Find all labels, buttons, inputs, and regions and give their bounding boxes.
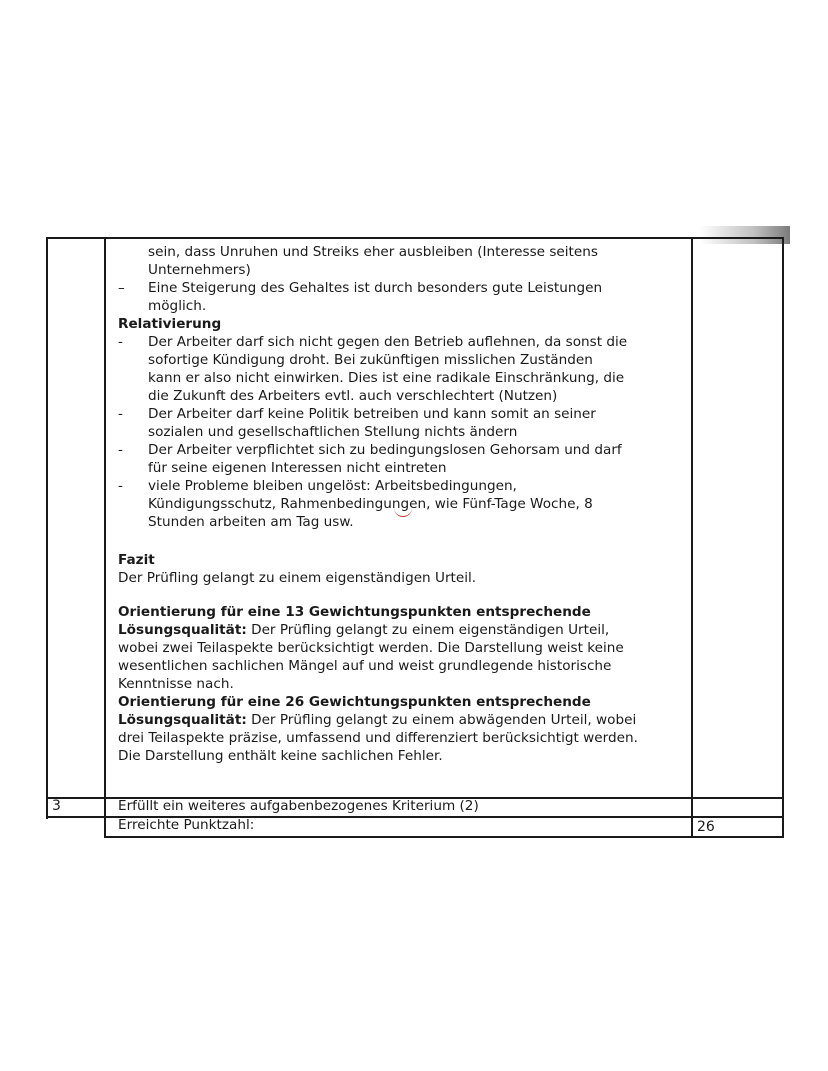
column-divider-2 — [691, 237, 693, 837]
text-line: Unternehmers) — [148, 262, 251, 278]
table-bottom-border — [104, 836, 784, 838]
text-line: Stunden arbeiten am Tag usw. — [148, 514, 354, 530]
text-line: Der Arbeiter verpflichtet sich zu bedingungslosen Gehorsam und darf — [148, 442, 622, 458]
text-line: kann er also nicht einwirken. Dies ist eine radikale Einschränkung, die — [148, 370, 625, 386]
total-label: Erreichte Punktzahl: — [118, 817, 255, 833]
bullet-dash: - — [118, 406, 123, 422]
text-line: Kenntnisse nach. — [118, 676, 234, 692]
text-line: Eine Steigerung des Gehaltes ist durch besonders gute Leistungen — [148, 280, 603, 296]
criteria-cell — [118, 243, 688, 765]
list-item — [118, 405, 688, 441]
text-line: Kündigungsschutz, Rahmenbedingungen, wie Fünf-Tage Woche, 8 — [148, 496, 593, 512]
bullet-dash: - — [118, 442, 123, 458]
text-line: sein, dass Unruhen und Streiks eher ausbleiben (Interesse seitens — [148, 244, 598, 260]
text-line: möglich. — [148, 298, 207, 314]
bullet-dash: - — [118, 334, 123, 350]
text-line: wobei zwei Teilaspekte berücksichtigt werden. Die Darstellung weist keine — [118, 640, 624, 656]
text-line: sozialen und gesellschaftlichen Stellung nichts ändern — [148, 424, 518, 440]
list-item — [118, 441, 688, 477]
fazit-text: Der Prüfling gelangt zu einem eigenständigen Urteil. — [118, 570, 477, 586]
quality-label: Lösungsqualität: — [118, 622, 247, 638]
text-line: wesentlichen sachlichen Mängel auf und weist grundlegende historische — [118, 658, 612, 674]
list-item — [118, 477, 688, 531]
text-line: drei Teilaspekte präzise, umfassend und differenziert berücksichtigt werden. — [118, 730, 638, 746]
orientation-13-heading: Orientierung für eine 13 Gewichtungspunkten entsprechende — [118, 604, 591, 620]
orientation-13-text — [118, 621, 688, 693]
right-border — [782, 237, 784, 837]
text-line: Der Arbeiter darf sich nicht gegen den Betrieb auflehnen, da sonst die — [148, 334, 628, 350]
text-line: Der Prüfling gelangt zu einem eigenständigen Urteil, — [246, 622, 610, 638]
table-top-border — [46, 237, 784, 239]
row-number: 3 — [52, 798, 61, 814]
bullet-dash: – — [118, 280, 125, 296]
spacer — [118, 587, 688, 603]
list-item — [118, 279, 688, 315]
total-value: 26 — [697, 819, 715, 835]
quality-label: Lösungsqualität: — [118, 712, 247, 728]
list-item — [118, 333, 688, 405]
orientation-26-text — [118, 711, 688, 765]
left-border — [46, 237, 48, 819]
text-line: Die Darstellung enthält keine sachlichen Fehler. — [118, 748, 443, 764]
section-title-relativierung: Relativierung — [118, 316, 222, 332]
spacer — [118, 531, 688, 551]
text-line: viele Probleme bleiben ungelöst: Arbeitsbedingungen, — [148, 478, 517, 494]
row-3-criterion: Erfüllt ein weiteres aufgabenbezogenes Kriterium (2) — [118, 798, 479, 814]
text-line: sofortige Kündigung droht. Bei zukünftigen misslichen Zuständen — [148, 352, 593, 368]
text-line: die Zukunft des Arbeiters evtl. auch verschlechtert (Nutzen) — [148, 388, 558, 404]
lead-text — [118, 243, 688, 279]
text-line: für seine eigenen Interessen nicht eintreten — [148, 460, 447, 476]
text-line: Der Arbeiter darf keine Politik betreiben und kann somit an seiner — [148, 406, 596, 422]
text-line: Der Prüfling gelangt zu einem abwägenden Urteil, wobei — [246, 712, 637, 728]
orientation-26-heading: Orientierung für eine 26 Gewichtungspunkten entsprechende — [118, 694, 591, 710]
section-title-fazit: Fazit — [118, 552, 155, 568]
bullet-dash: - — [118, 478, 123, 494]
column-divider-1 — [104, 237, 106, 837]
